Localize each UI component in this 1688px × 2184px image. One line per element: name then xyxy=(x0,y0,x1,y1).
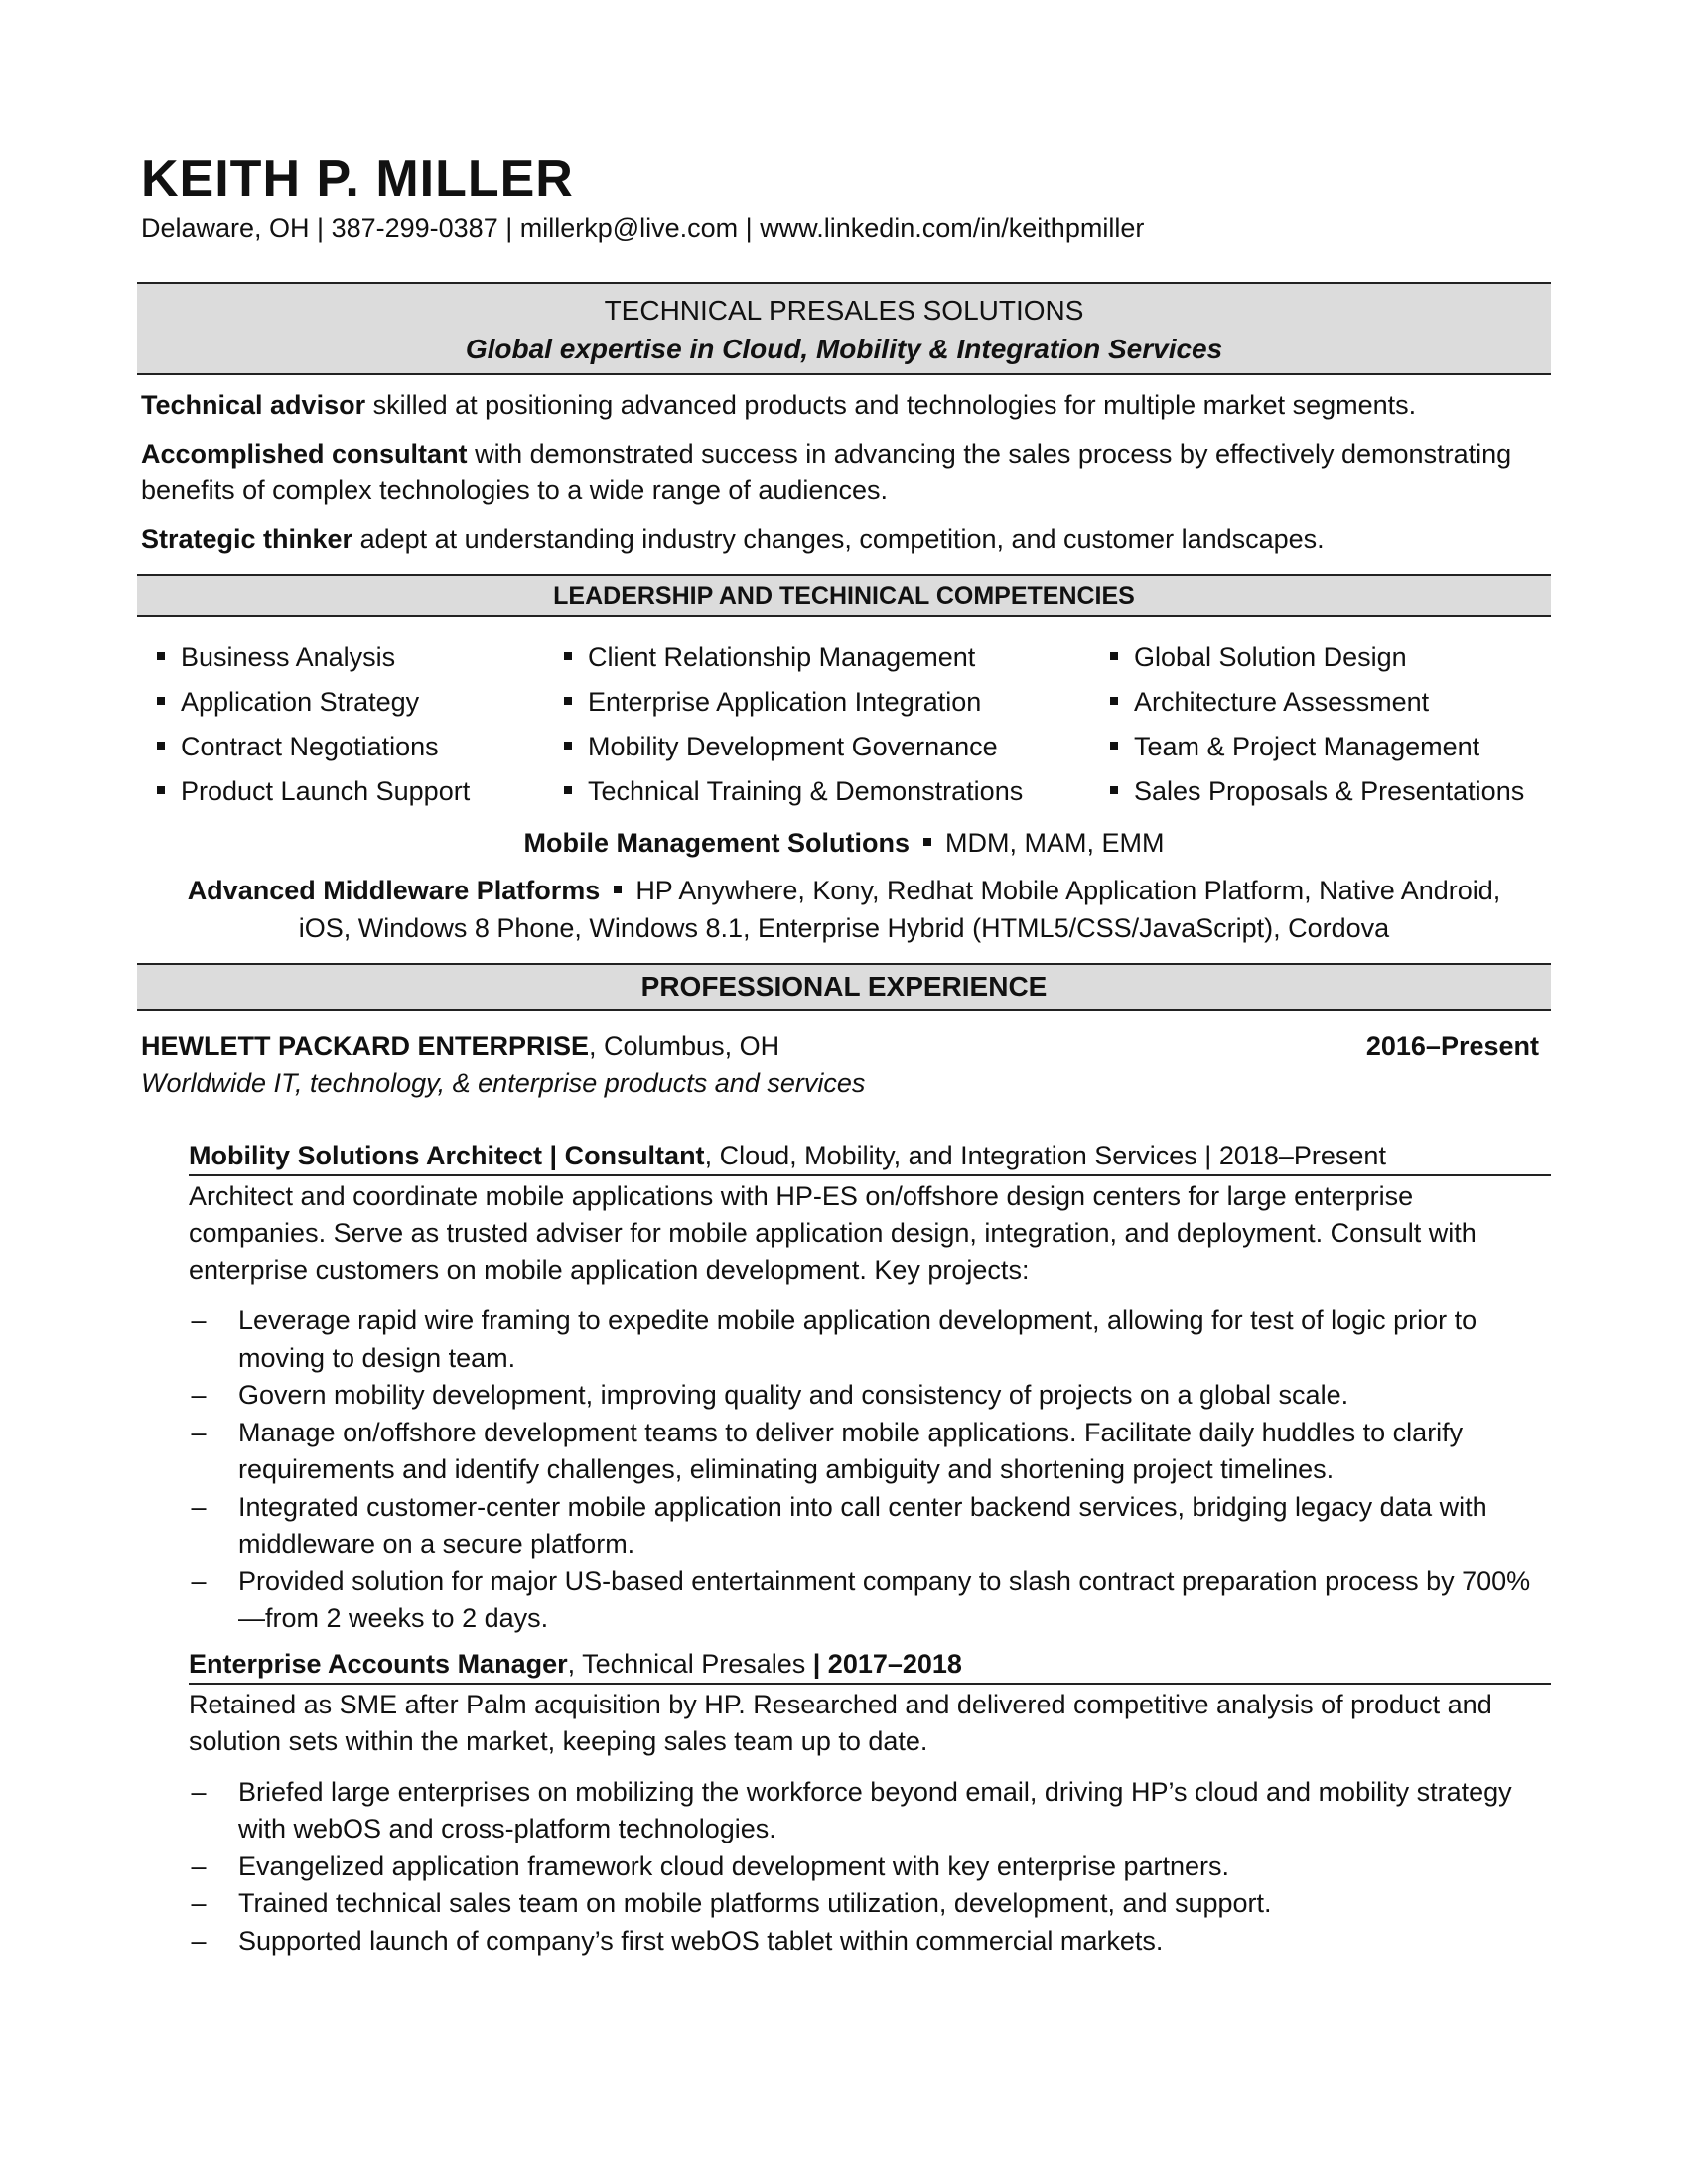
competency-label: Contract Negotiations xyxy=(181,732,439,761)
summary-item-lead: Strategic thinker xyxy=(141,524,353,554)
role-description: Architect and coordinate mobile applications with HP-ES on/offshore design centers for large enterprise companies. Serve as trusted adviser for mobile application design, integration, and deployment. Consult with enterprise customers on mobile application development. Key projects: xyxy=(189,1181,1477,1285)
role-detail: , Cloud, Mobility, and Integration Services | 2018–Present xyxy=(704,1141,1386,1170)
dash-bullet-icon: – xyxy=(191,1566,207,1596)
competency-label: Architecture Assessment xyxy=(1134,687,1430,717)
summary-item xyxy=(141,387,1547,424)
role-bullet xyxy=(189,1885,1551,1923)
dash-bullet-icon: – xyxy=(191,1417,207,1447)
role-bullet-text: Evangelized application framework cloud development with key enterprise partners. xyxy=(238,1850,1230,1881)
summary-item-text: adept at understanding industry changes, competition, and customer landscapes. xyxy=(352,524,1325,554)
competency-item xyxy=(564,635,1110,680)
company-description: Worldwide IT, technology, & enterprise products and services xyxy=(141,1068,866,1098)
role-heading xyxy=(189,1138,1551,1176)
role-bullet xyxy=(189,1377,1551,1415)
competency-item xyxy=(157,635,564,680)
summary-item xyxy=(141,436,1547,509)
summary-item-text: with demonstrated success in advancing the sales process by effectively demonstrating benefits of complex technologies to a wide range of audiences. xyxy=(141,439,1512,505)
role-bullet-text: Provided solution for major US-based entertainment company to slash contract preparation process by 700%—from 2 weeks to 2 days. xyxy=(238,1566,1531,1633)
mobile-management-text: MDM, MAM, EMM xyxy=(945,828,1165,858)
role-bullets xyxy=(189,1302,1551,1638)
square-bullet-icon xyxy=(564,742,572,750)
dash-bullet-icon: – xyxy=(191,1925,207,1956)
role-bullet-text: Briefed large enterprises on mobilizing the workforce beyond email, driving HP’s cloud and mobility strategy with webOS and cross-platform technologies. xyxy=(238,1776,1512,1843)
square-bullet-icon xyxy=(614,886,622,893)
competencies-banner: LEADERSHIP AND TECHINICAL COMPETENCIES xyxy=(137,574,1551,617)
square-bullet-icon xyxy=(1110,742,1118,750)
competency-item xyxy=(564,680,1110,725)
dash-bullet-icon: – xyxy=(191,1850,207,1881)
role-bullet-text: Integrated customer-center mobile application into call center backend services, bridging legacy data with middleware on a secure platform. xyxy=(238,1491,1487,1559)
square-bullet-icon xyxy=(923,838,931,846)
role-bullet xyxy=(189,1415,1551,1489)
dash-bullet-icon: – xyxy=(191,1491,207,1522)
competency-item xyxy=(564,769,1110,814)
square-bullet-icon xyxy=(157,742,165,750)
competency-label: Business Analysis xyxy=(181,642,396,672)
competency-label: Product Launch Support xyxy=(181,776,471,806)
middleware-label: Advanced Middleware Platforms xyxy=(187,876,601,905)
dash-bullet-icon: – xyxy=(191,1776,207,1807)
square-bullet-icon xyxy=(157,652,165,660)
competency-item xyxy=(157,769,564,814)
square-bullet-icon xyxy=(1110,786,1118,794)
experience-banner: PROFESSIONAL EXPERIENCE xyxy=(137,963,1551,1011)
summary-title: TECHNICAL PRESALES SOLUTIONS xyxy=(604,295,1084,326)
square-bullet-icon xyxy=(564,652,572,660)
square-bullet-icon xyxy=(564,786,572,794)
competency-item xyxy=(1110,725,1547,769)
competency-label: Technical Training & Demonstrations xyxy=(588,776,1024,806)
competency-label: Application Strategy xyxy=(181,687,420,717)
role-bullet xyxy=(189,1848,1551,1886)
square-bullet-icon xyxy=(157,786,165,794)
competency-label: Client Relationship Management xyxy=(588,642,976,672)
competency-label: Mobility Development Governance xyxy=(588,732,998,761)
middleware-text-1: HP Anywhere, Kony, Redhat Mobile Application Platform, Native Android, xyxy=(635,876,1501,905)
role-bullet-text: Leverage rapid wire framing to expedite mobile application development, allowing for test of logic prior to moving to design team. xyxy=(238,1305,1477,1373)
competency-item xyxy=(157,680,564,725)
square-bullet-icon xyxy=(157,697,165,705)
role-heading xyxy=(189,1646,1551,1685)
role-title: Mobility Solutions Architect | Consultant xyxy=(189,1141,705,1170)
competency-item xyxy=(1110,680,1547,725)
role-description: Retained as SME after Palm acquisition by HP. Researched and delivered competitive analysis of product and solution sets within the market, keeping sales team up to date. xyxy=(189,1689,1492,1756)
competency-item xyxy=(1110,769,1547,814)
role-detail: , Technical Presales xyxy=(567,1648,813,1679)
company-location: , Columbus, OH xyxy=(589,1031,780,1061)
middleware-line-1 xyxy=(137,872,1551,909)
role-bullet xyxy=(189,1489,1551,1564)
summary-item-lead: Technical advisor xyxy=(141,390,366,420)
summary-item-lead: Accomplished consultant xyxy=(141,439,468,469)
competency-item xyxy=(157,725,564,769)
role-bullet xyxy=(189,1302,1551,1377)
role-bullet xyxy=(189,1774,1551,1848)
summary-item-text: skilled at positioning advanced products and technologies for multiple market segments. xyxy=(365,390,1417,420)
middleware-text-2: iOS, Windows 8 Phone, Windows 8.1, Enterprise Hybrid (HTML5/CSS/JavaScript), Cordova xyxy=(298,913,1390,943)
square-bullet-icon xyxy=(1110,697,1118,705)
competencies-grid xyxy=(157,635,1551,814)
role-bullet-text: Supported launch of company’s first webOS tablet within commercial markets. xyxy=(238,1925,1164,1956)
role-title: Enterprise Accounts Manager xyxy=(189,1648,568,1679)
role-bullet-text: Manage on/offshore development teams to deliver mobile applications. Facilitate daily huddles to clarify requirements and identify challenges, eliminating ambiguity and shortening project timelines. xyxy=(238,1417,1464,1484)
competency-label: Sales Proposals & Presentations xyxy=(1134,776,1525,806)
role-bullet-text: Govern mobility development, improving quality and consistency of projects on a global scale. xyxy=(238,1380,1349,1410)
mobile-management-label: Mobile Management Solutions xyxy=(523,828,911,858)
dash-bullet-icon: – xyxy=(191,1305,207,1335)
summary-banner xyxy=(137,282,1551,375)
square-bullet-icon xyxy=(1110,652,1118,660)
role-bullet xyxy=(189,1923,1551,1961)
candidate-name: KEITH P. MILLER xyxy=(141,150,574,207)
company-name-line xyxy=(141,1028,779,1065)
summary-tagline: Global expertise in Cloud, Mobility & Integration Services xyxy=(465,334,1223,364)
company-name: HEWLETT PACKARD ENTERPRISE xyxy=(141,1031,590,1061)
company-row xyxy=(141,1028,1539,1065)
role-dates: | 2017–2018 xyxy=(812,1648,962,1679)
dash-bullet-icon: – xyxy=(191,1380,207,1410)
competency-label: Enterprise Application Integration xyxy=(588,687,982,717)
resume-content xyxy=(137,282,1551,1960)
competency-item xyxy=(564,725,1110,769)
competency-label: Team & Project Management xyxy=(1134,732,1480,761)
summary-item xyxy=(141,521,1547,558)
middleware-line xyxy=(137,872,1551,947)
role-bullet xyxy=(189,1564,1551,1638)
company-dates: 2016–Present xyxy=(1365,1031,1539,1061)
dash-bullet-icon: – xyxy=(191,1888,207,1918)
role-section xyxy=(189,1138,1551,1638)
contact-line: Delaware, OH | 387-299-0387 | millerkp@live.com | www.linkedin.com/in/keithpmiller xyxy=(141,213,1145,243)
role-section xyxy=(189,1646,1551,1961)
role-bullet-text: Trained technical sales team on mobile platforms utilization, development, and support. xyxy=(238,1888,1272,1918)
square-bullet-icon xyxy=(564,697,572,705)
role-bullets xyxy=(189,1774,1551,1961)
competency-label: Global Solution Design xyxy=(1134,642,1407,672)
competency-item xyxy=(1110,635,1547,680)
mobile-management-line xyxy=(137,824,1551,862)
